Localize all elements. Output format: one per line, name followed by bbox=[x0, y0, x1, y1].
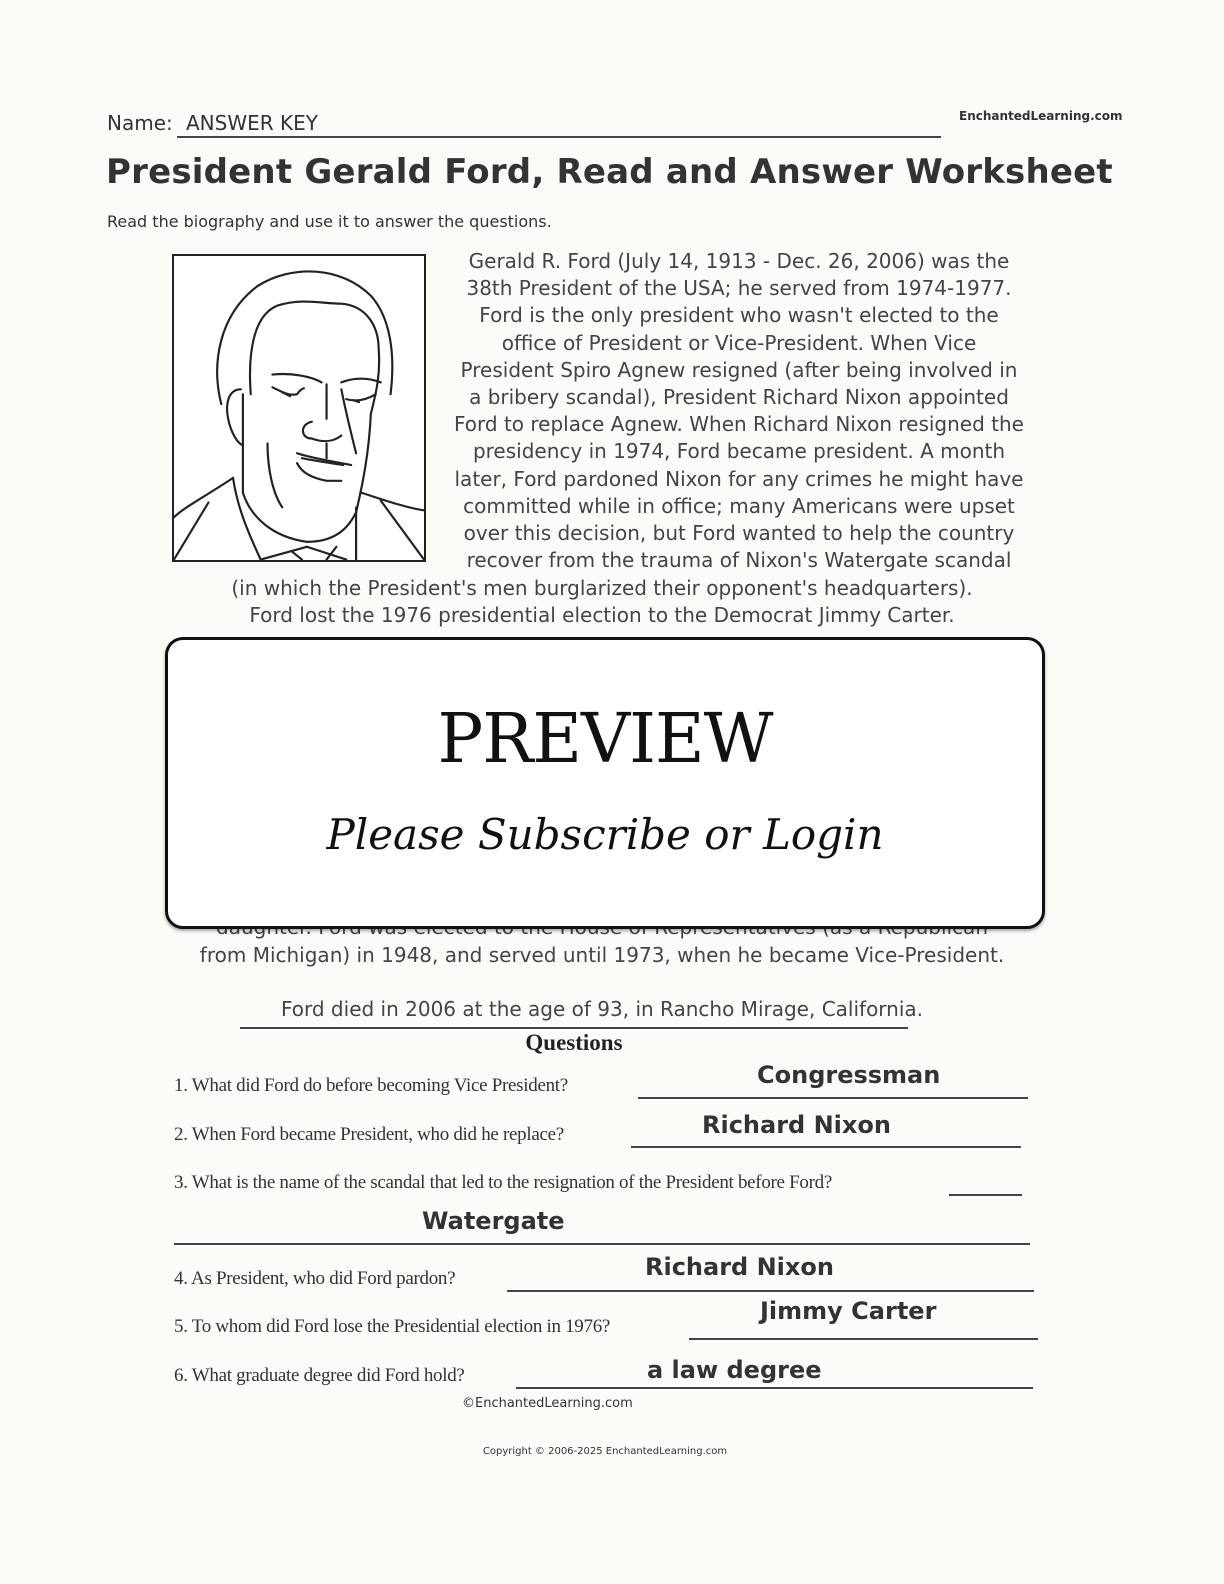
question-4: 4. As President, who did Ford pardon? bbox=[174, 1268, 456, 1289]
copyright-notice: Copyright © 2006-2025 EnchantedLearning.com bbox=[482, 1446, 728, 1457]
subscribe-or-login-prompt[interactable]: Please Subscribe or Login bbox=[326, 810, 884, 859]
answer-line-5 bbox=[689, 1338, 1038, 1340]
portrait-image bbox=[172, 254, 426, 562]
question-6: 6. What graduate degree did Ford hold? bbox=[174, 1365, 465, 1386]
bio-line: presidency in 1974, Ford became president. A month bbox=[472, 439, 1006, 464]
bio-line: Gerald R. Ford (July 14, 1913 - Dec. 26, 2006) was the bbox=[468, 249, 1010, 273]
questions-heading: Questions bbox=[525, 1030, 623, 1055]
site-brand-link[interactable]: EnchantedLearning.com bbox=[959, 109, 1123, 123]
preview-title: PREVIEW bbox=[437, 700, 773, 779]
bio-line: 38th President of the USA; he served from 1974-1977. bbox=[466, 276, 1012, 301]
biography-text-right bbox=[428, 248, 1050, 574]
answer-1: Congressman bbox=[757, 1061, 941, 1089]
preview-overlay[interactable] bbox=[165, 637, 1045, 929]
bio-line: committed while in office; many Americans were upset bbox=[463, 493, 1015, 518]
answer-line-3b bbox=[174, 1243, 1030, 1245]
name-label: Name: bbox=[107, 111, 173, 135]
section-divider bbox=[240, 1027, 908, 1029]
answer-line-6 bbox=[516, 1387, 1033, 1389]
bio-line: President Spiro Agnew resigned (after being involved in bbox=[460, 357, 1018, 382]
bio-line: recover from the trauma of Nixon's Watergate scandal bbox=[466, 548, 1012, 573]
answer-line-3a bbox=[949, 1194, 1022, 1196]
answer-line-1 bbox=[638, 1097, 1028, 1099]
bio-line: Ford lost the 1976 presidential election to the Democrat Jimmy Carter. bbox=[249, 603, 955, 628]
bio-line: later, Ford pardoned Nixon for any crimes he might have bbox=[454, 466, 1024, 491]
question-2: 2. When Ford became President, who did he replace? bbox=[174, 1124, 564, 1145]
biography-text-full bbox=[170, 575, 1034, 629]
instructions: Read the biography and use it to answer the questions. bbox=[107, 212, 552, 231]
answer-3: Watergate bbox=[422, 1207, 565, 1235]
footer-credit: ©EnchantedLearning.com bbox=[462, 1396, 633, 1411]
page-title: President Gerald Ford, Read and Answer Worksheet bbox=[106, 152, 1113, 192]
bio-line: Ford to replace Agnew. When Richard Nixon resigned the bbox=[454, 412, 1024, 437]
gerald-ford-portrait-icon bbox=[174, 256, 424, 560]
name-field-value: ANSWER KEY bbox=[186, 111, 318, 135]
bio-line: Ford is the only president who wasn't elected to the bbox=[479, 303, 999, 328]
answer-2: Richard Nixon bbox=[702, 1111, 891, 1139]
answer-line-4 bbox=[507, 1290, 1034, 1292]
question-1: 1. What did Ford do before becoming Vice President? bbox=[174, 1075, 568, 1096]
bio-line: (in which the President's men burglarized their opponent's headquarters). bbox=[231, 576, 973, 600]
bio-line: over this decision, but Ford wanted to help the country bbox=[463, 521, 1015, 546]
question-5: 5. To whom did Ford lose the Presidential election in 1976? bbox=[174, 1316, 611, 1337]
bio-line: a bribery scandal), President Richard Nixon appointed bbox=[469, 385, 1009, 410]
bio-line: office of President or Vice-President. When Vice bbox=[501, 330, 977, 355]
question-3: 3. What is the name of the scandal that led to the resignation of the President before Ford? bbox=[174, 1172, 832, 1193]
bio-line: from Michigan) in 1948, and served until 1973, when he became Vice-President. bbox=[199, 943, 1005, 967]
answer-4: Richard Nixon bbox=[645, 1253, 834, 1281]
biography-death-line: Ford died in 2006 at the age of 93, in Rancho Mirage, California. bbox=[280, 997, 924, 1021]
biography-text-after bbox=[170, 942, 1034, 969]
answer-6: a law degree bbox=[647, 1356, 822, 1384]
answer-5: Jimmy Carter bbox=[760, 1297, 937, 1325]
name-underline bbox=[177, 136, 941, 138]
answer-line-2 bbox=[631, 1146, 1021, 1148]
